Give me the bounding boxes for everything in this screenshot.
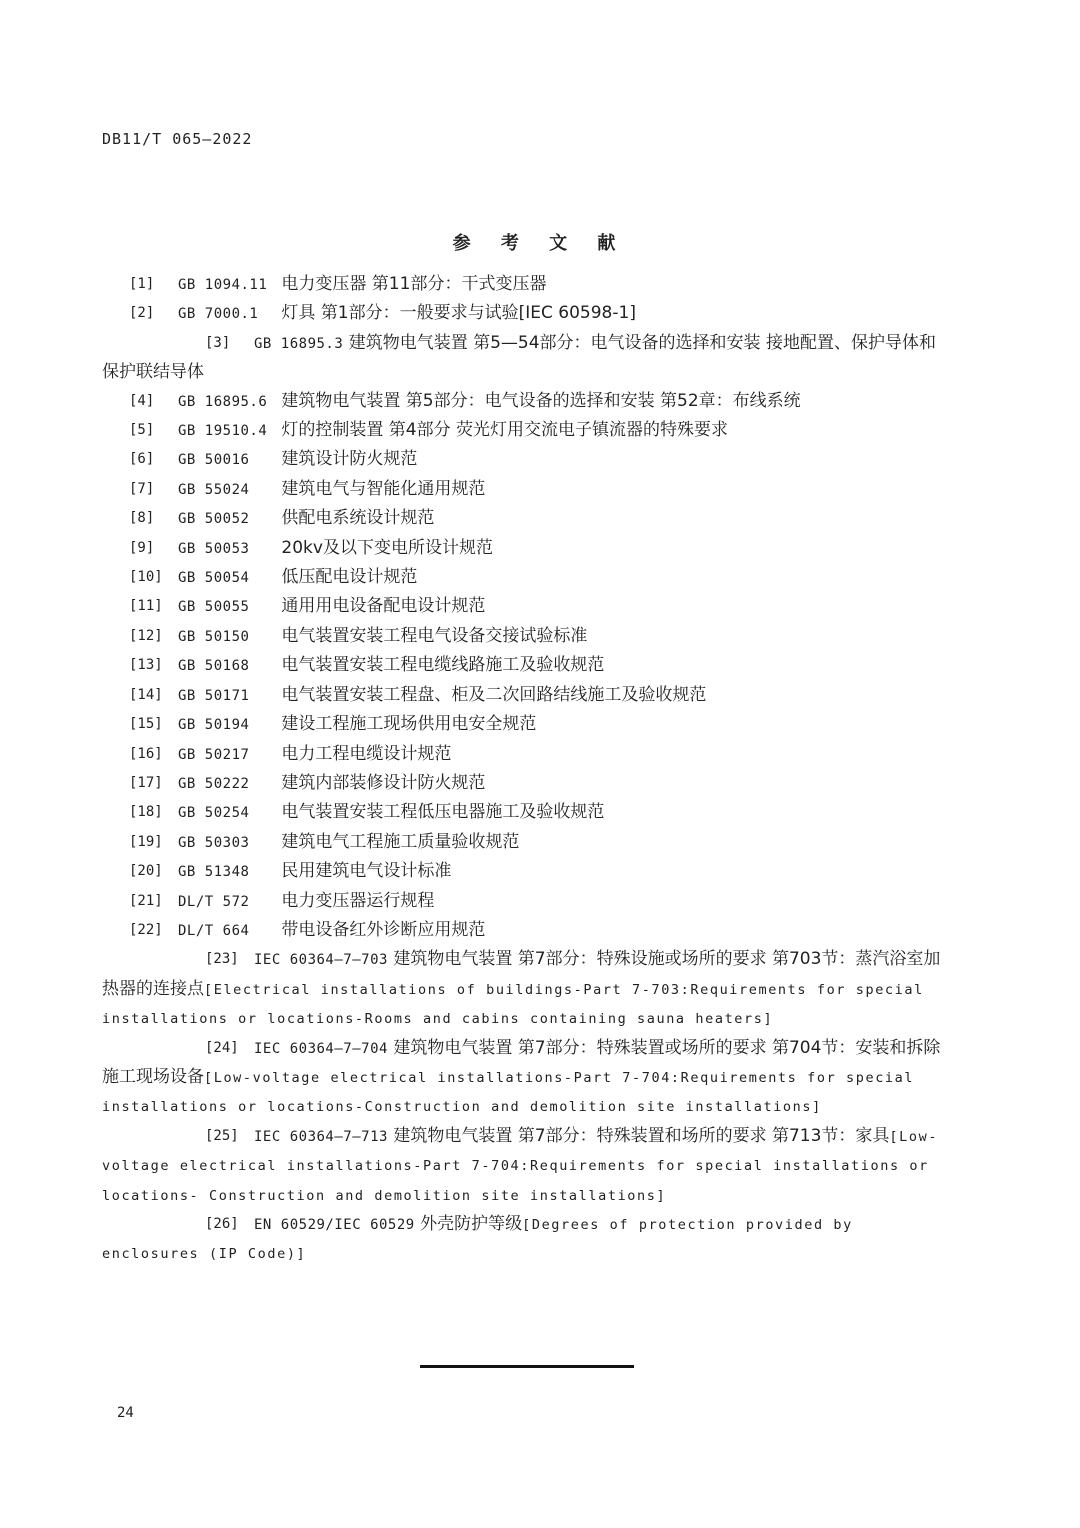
reference-code: GB 50150 [178, 628, 250, 645]
reference-title: 建设工程施工现场供用电安全规范 [281, 714, 537, 735]
reference-item [102, 416, 952, 445]
reference-code: GB 16895.3 [254, 335, 344, 352]
reference-title: 建筑电气工程施工质量验收规范 [281, 831, 520, 852]
reference-title: 电气装置安装工程低压电器施工及验收规范 [281, 802, 605, 823]
reference-number: [12] [129, 627, 163, 644]
reference-number: [14] [129, 686, 163, 703]
reference-item [102, 740, 952, 769]
reference-number: [1] [129, 276, 155, 292]
reference-title: 电气装置安装工程电气设备交接试验标准 [281, 625, 588, 646]
reference-item [102, 857, 952, 886]
reference-code: GB 50016 [178, 452, 250, 469]
reference-number: [22] [129, 921, 163, 938]
reference-title: 电力变压器 第11部分：干式变压器 [281, 274, 547, 294]
reference-item [102, 329, 952, 387]
reference-number: [4] [129, 392, 155, 409]
reference-number: [20] [129, 863, 163, 880]
reference-code: GB 50171 [178, 687, 250, 704]
reference-title: 20kv及以下变电所设计规范 [281, 537, 493, 558]
reference-number: [23] [205, 951, 239, 968]
reference-code: EN 60529/IEC 60529 [254, 1217, 415, 1233]
page-number: 24 [117, 1405, 134, 1421]
reference-title: 通用用电设备配电设计规范 [281, 596, 486, 617]
reference-number: [5] [129, 422, 155, 439]
reference-code: IEC 60364—7—713 [254, 1128, 388, 1145]
reference-title: 供配电系统设计规范 [281, 508, 435, 529]
reference-item [102, 1034, 952, 1122]
reference-code: IEC 60364—7—703 [254, 952, 388, 969]
reference-title: 民用建筑电气设计标准 [281, 861, 452, 882]
reference-code: GB 50254 [178, 805, 250, 822]
reference-item [102, 387, 952, 416]
reference-title: 建筑内部装修设计防火规范 [281, 772, 486, 793]
reference-english-title: [Electrical installations of buildings-Part 7-703:Requirements for special installations or locations-Rooms and cabins containing sauna heaters] [102, 981, 924, 1028]
reference-number: [19] [129, 833, 163, 850]
page-title: 参 考 文 献 [452, 233, 628, 254]
reference-item [102, 916, 952, 945]
reference-title: 建筑物电气装置 第7部分：特殊设施或场所的要求 第703节：蒸汽浴室加热器的连接点 [102, 949, 941, 999]
reference-item [102, 710, 952, 739]
footer-rule [420, 1365, 634, 1368]
reference-title: 电力工程电缆设计规范 [281, 743, 452, 764]
reference-code: DL/T 572 [178, 893, 250, 910]
reference-item [102, 475, 952, 504]
reference-code: DL/T 664 [178, 922, 250, 939]
reference-item [102, 887, 952, 916]
reference-english-title: [Degrees of protection provided by enclosures (IP Code)] [102, 1217, 853, 1263]
reference-number: [21] [129, 892, 163, 909]
reference-number: [17] [129, 774, 163, 791]
reference-code: GB 16895.6 [178, 393, 268, 410]
reference-item [102, 504, 952, 533]
reference-item [102, 681, 952, 710]
reference-code: GB 1094.11 [178, 277, 268, 293]
reference-item [102, 622, 952, 651]
reference-number: [6] [129, 451, 155, 468]
reference-number: [13] [129, 657, 163, 674]
reference-code: GB 50303 [178, 834, 250, 851]
reference-number: [9] [129, 539, 155, 556]
reference-title: 建筑电气与智能化通用规范 [281, 478, 486, 499]
reference-item [102, 798, 952, 827]
reference-list [102, 270, 952, 1269]
reference-item [102, 592, 952, 621]
document-code: DB11/T 065—2022 [102, 130, 253, 148]
reference-item [102, 769, 952, 798]
reference-number: [10] [129, 569, 163, 586]
reference-number: [8] [129, 510, 155, 527]
reference-english-title: [Low-voltage electrical installations-Part 7-704:Requirements for special installations or locations-Construction and demolition site installations] [102, 1069, 915, 1116]
reference-code: IEC 60364—7—704 [254, 1040, 388, 1057]
reference-item [102, 1122, 952, 1210]
reference-title: 电气装置安装工程盘、柜及二次回路结线施工及验收规范 [281, 684, 707, 705]
reference-item [102, 563, 952, 592]
reference-number: [7] [129, 480, 155, 497]
reference-item [102, 828, 952, 857]
reference-code: GB 50194 [178, 717, 250, 734]
reference-code: GB 55024 [178, 481, 250, 498]
reference-title: 电气装置安装工程电缆线路施工及验收规范 [281, 655, 605, 676]
reference-code: GB 50055 [178, 599, 250, 616]
reference-title: 灯具 第1部分：一般要求与试验[IEC 60598-1] [281, 303, 636, 324]
reference-code: GB 50168 [178, 658, 250, 675]
reference-title: 建筑物电气装置 第5—54部分：电气设备的选择和安装 接地配置、保护导体和保护联结导体 [102, 332, 936, 383]
reference-code: GB 50217 [178, 746, 250, 763]
reference-number: [18] [129, 804, 163, 821]
reference-number: [26] [205, 1216, 239, 1232]
reference-code: GB 50054 [178, 570, 250, 587]
reference-number: [11] [129, 598, 163, 615]
reference-code: GB 50053 [178, 540, 250, 557]
reference-number: [3] [205, 334, 231, 351]
reference-title: 低压配电设计规范 [281, 567, 418, 588]
reference-code: GB 51348 [178, 864, 250, 881]
reference-title: 建筑物电气装置 第7部分：特殊装置或场所的要求 第704节：安装和拆除施工现场设备 [102, 1037, 941, 1087]
reference-number: [2] [129, 305, 155, 322]
reference-item [102, 534, 952, 563]
reference-code: GB 19510.4 [178, 423, 268, 440]
reference-title: 外壳防护等级 [420, 1214, 523, 1234]
reference-title: 建筑物电气装置 第5部分：电气设备的选择和安装 第52章：布线系统 [281, 390, 801, 411]
reference-number: [24] [205, 1039, 239, 1056]
reference-title: 带电设备红外诊断应用规范 [281, 919, 486, 940]
reference-english-title: [Low-voltage electrical installations-Part 7-704:Requirements for special installations or locations- Construction and demolition site installations] [102, 1128, 939, 1204]
reference-item [102, 945, 952, 1033]
reference-item [102, 1210, 952, 1269]
reference-item [102, 445, 952, 474]
reference-number: [16] [129, 745, 163, 762]
reference-title: 建筑物电气装置 第7部分：特殊装置和场所的要求 第713节：家具 [393, 1125, 890, 1146]
reference-code: GB 50052 [178, 511, 250, 528]
reference-title: 灯的控制装置 第4部分 荧光灯用交流电子镇流器的特殊要求 [281, 420, 729, 441]
reference-item [102, 270, 952, 299]
reference-code: GB 50222 [178, 775, 250, 792]
reference-item [102, 651, 952, 680]
reference-title: 电力变压器运行规程 [281, 890, 435, 911]
reference-item [102, 299, 952, 328]
reference-title: 建筑设计防火规范 [281, 449, 418, 470]
reference-code: GB 7000.1 [178, 306, 259, 323]
reference-number: [15] [129, 716, 163, 733]
reference-number: [25] [205, 1127, 239, 1144]
